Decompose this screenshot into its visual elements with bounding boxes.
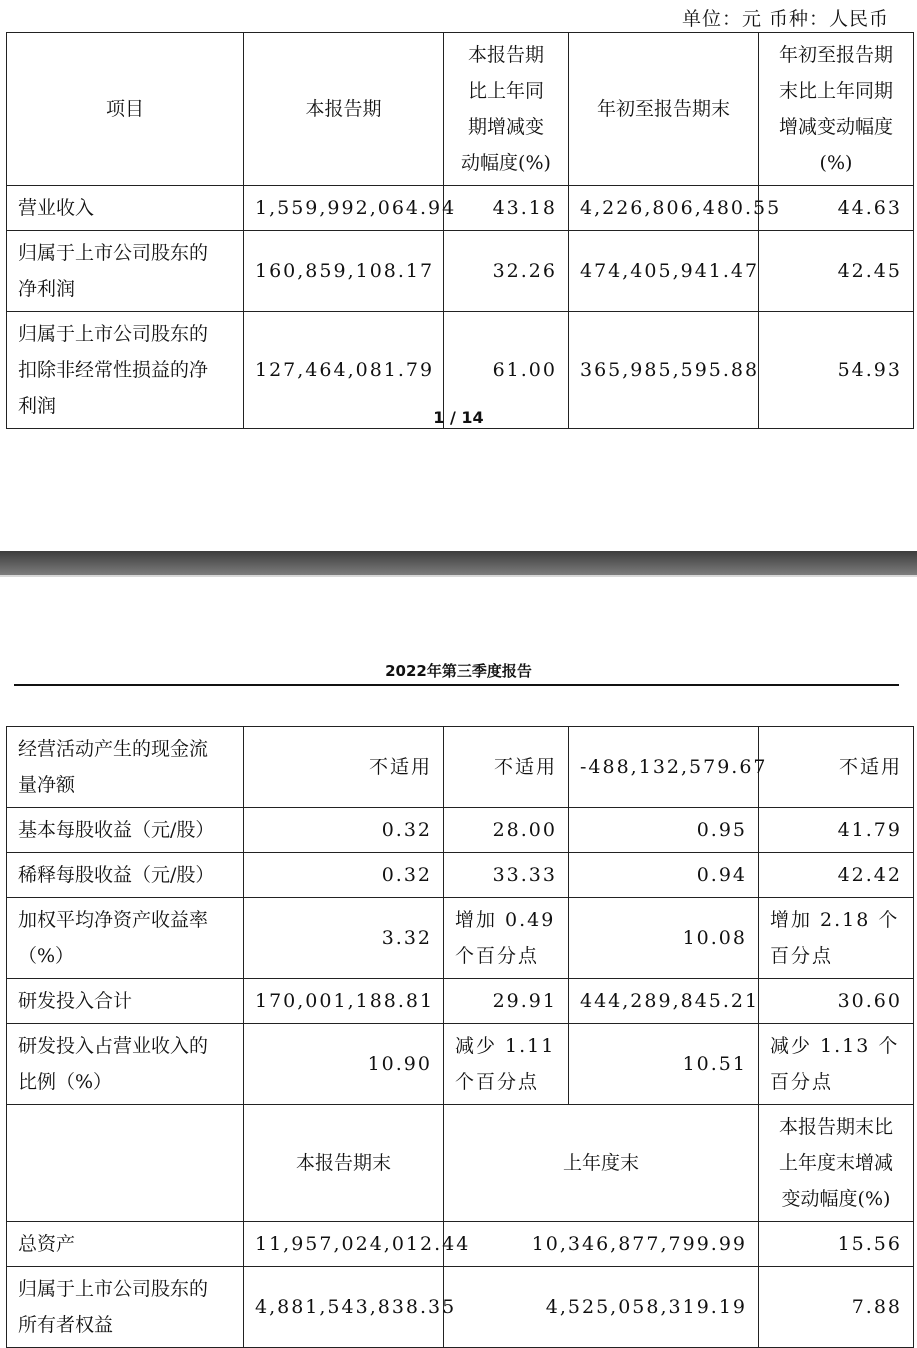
cell-text: （%）	[18, 945, 75, 967]
cell-text: 年初至报告期末	[596, 98, 730, 120]
cell-text: 营业收入	[18, 197, 95, 219]
cell-text: 61.00	[492, 359, 557, 381]
cell-text: 百分点	[770, 1071, 834, 1093]
page-separator-band	[0, 551, 917, 575]
financial-data-table-part1	[6, 32, 914, 429]
cell-text: 7.88	[851, 1296, 902, 1318]
cell-text: 不适用	[368, 756, 432, 778]
cell-text: 上年度末	[562, 1152, 639, 1174]
current-period-value	[244, 727, 444, 808]
cell-text: 期增减变	[467, 116, 544, 138]
cell-text: 变动幅度(%)	[781, 1188, 891, 1210]
row-label	[7, 808, 244, 853]
header-ytd	[569, 33, 759, 186]
cell-text: 本报告期末	[295, 1152, 391, 1174]
cell-text: 动幅度(%)	[461, 152, 551, 174]
ytd-change-value	[759, 808, 914, 853]
row-label	[7, 1222, 244, 1267]
current-change-value	[444, 727, 569, 808]
cell-text: 29.91	[492, 990, 557, 1012]
ytd-change-value	[759, 231, 914, 312]
balance-change-value	[759, 1222, 914, 1267]
cell-text: 归属于上市公司股东的	[18, 1278, 209, 1300]
cell-text: 41.79	[837, 819, 902, 841]
header-current-change	[444, 33, 569, 186]
row-label	[7, 1024, 244, 1105]
cell-text: 年初至报告期	[778, 44, 893, 66]
ytd-change-value	[759, 727, 914, 808]
header-ytd-change	[759, 33, 914, 186]
cell-text: 44.63	[837, 197, 902, 219]
cell-text: 量净额	[18, 774, 76, 796]
cell-text: 总资产	[18, 1233, 76, 1255]
row-label	[7, 898, 244, 979]
cell-text: (%)	[819, 152, 853, 174]
table-row	[7, 979, 914, 1024]
cell-text: 1,559,992,064.94	[255, 197, 457, 219]
cell-text: 127,464,081.79	[255, 359, 435, 381]
current-change-value	[444, 231, 569, 312]
current-period-value	[244, 853, 444, 898]
cell-text: 研发投入合计	[18, 990, 133, 1012]
cell-text: 170,001,188.81	[255, 990, 435, 1012]
current-change-value	[444, 979, 569, 1024]
current-period-value	[244, 1024, 444, 1105]
page-separator-shadow	[0, 575, 917, 577]
cell-text: 加权平均净资产收益率	[18, 909, 209, 931]
cell-text: 基本每股收益（元/股）	[18, 819, 215, 841]
cell-text: 研发投入占营业收入的	[18, 1035, 209, 1057]
unit-currency-note: 单位：元 币种：人民币	[681, 8, 889, 30]
last-year-end-value	[444, 1267, 759, 1348]
table-row	[7, 1267, 914, 1348]
cell-text: 3.32	[381, 927, 432, 949]
cell-text: 10.90	[367, 1053, 432, 1075]
ytd-value	[569, 186, 782, 231]
title-rule	[14, 684, 899, 686]
ytd-value	[569, 853, 759, 898]
table-header-row	[7, 33, 914, 186]
page-number: 1 / 14	[433, 408, 484, 427]
ytd-change-value	[759, 898, 914, 979]
cell-text: 0.32	[381, 819, 432, 841]
cell-text: 增加 2.18 个	[770, 909, 900, 931]
cell-text: 百分点	[770, 945, 834, 967]
header-period-end	[244, 1105, 444, 1222]
cell-text: 54.93	[837, 359, 902, 381]
cell-text: 43.18	[492, 197, 557, 219]
ytd-value	[569, 231, 759, 312]
header-current-period	[244, 33, 444, 186]
cell-text: 160,859,108.17	[255, 260, 435, 282]
period-end-value	[244, 1222, 471, 1267]
table-row	[7, 231, 914, 312]
current-change-value	[444, 186, 569, 231]
ytd-value	[569, 979, 759, 1024]
balance-change-value	[759, 1267, 914, 1348]
current-period-value	[244, 186, 457, 231]
ytd-value	[569, 898, 759, 979]
cell-text: 10.51	[682, 1053, 747, 1075]
ytd-change-value	[759, 979, 914, 1024]
cell-text: 33.33	[492, 864, 557, 886]
cell-text: 10.08	[682, 927, 747, 949]
cell-text: 0.95	[696, 819, 747, 841]
table-row	[7, 1024, 914, 1105]
cell-text: 经营活动产生的现金流	[18, 738, 209, 760]
table-row	[7, 727, 914, 808]
row-label	[7, 979, 244, 1024]
table-row	[7, 898, 914, 979]
cell-text: 末比上年同期	[778, 80, 893, 102]
current-change-value	[444, 808, 569, 853]
header-last-year-end	[444, 1105, 759, 1222]
report-title: 2022年第三季度报告	[385, 662, 532, 680]
cell-text: 归属于上市公司股东的	[18, 323, 209, 345]
cell-text: 本报告期末比	[778, 1116, 893, 1138]
ytd-value	[569, 727, 768, 808]
cell-text: 28.00	[492, 819, 557, 841]
cell-text: 4,525,058,319.19	[545, 1296, 747, 1318]
cell-text: 净利润	[18, 278, 76, 300]
cell-text: 个百分点	[455, 945, 540, 967]
cell-text: 比上年同	[467, 80, 544, 102]
current-period-value	[244, 808, 444, 853]
row-label	[7, 231, 244, 312]
ytd-change-value	[759, 186, 914, 231]
cell-text: 10,346,877,799.99	[531, 1233, 747, 1255]
cell-text: 本报告期	[305, 98, 382, 120]
current-change-value	[444, 898, 569, 979]
cell-text: 42.45	[837, 260, 902, 282]
cell-text: 稀释每股收益（元/股）	[18, 864, 215, 886]
cell-text: 上年度末增减	[778, 1152, 893, 1174]
cell-text: 365,985,595.88	[580, 359, 760, 381]
cell-text: 不适用	[838, 756, 902, 778]
current-period-value	[244, 898, 444, 979]
cell-text: 扣除非经常性损益的净	[18, 359, 209, 381]
header-balance-change	[759, 1105, 914, 1222]
row-label	[7, 186, 244, 231]
table-row	[7, 186, 914, 231]
cell-text: 30.60	[837, 990, 902, 1012]
cell-text: 个百分点	[455, 1071, 540, 1093]
cell-text: 利润	[18, 395, 57, 417]
ytd-value	[569, 808, 759, 853]
cell-text: 32.26	[492, 260, 557, 282]
cell-text: 474,405,941.47	[580, 260, 760, 282]
financial-data-table-part2	[6, 726, 914, 1348]
ytd-value	[569, 1024, 759, 1105]
current-period-value	[244, 231, 444, 312]
cell-text: 不适用	[493, 756, 557, 778]
balance-header-row	[7, 1105, 914, 1222]
row-label	[7, 1267, 244, 1348]
cell-text: 0.32	[381, 864, 432, 886]
cell-text: 比例（%）	[18, 1071, 113, 1093]
last-year-end-value	[444, 1222, 759, 1267]
table-row	[7, 808, 914, 853]
row-label	[7, 853, 244, 898]
cell-text: 15.56	[837, 1233, 902, 1255]
table-row	[7, 1222, 914, 1267]
cell-text: 本报告期	[467, 44, 544, 66]
header-item	[7, 33, 244, 186]
cell-text: 444,289,845.21	[580, 990, 760, 1012]
period-end-value	[244, 1267, 457, 1348]
row-label	[7, 727, 244, 808]
current-change-value	[444, 853, 569, 898]
cell-text: 项目	[105, 98, 144, 120]
cell-text: 4,226,806,480.55	[580, 197, 782, 219]
cell-text: 减少 1.13 个	[770, 1035, 900, 1057]
header-item-blank	[7, 1105, 244, 1222]
cell-text: 0.94	[696, 864, 747, 886]
cell-text: 11,957,024,012.44	[255, 1233, 471, 1255]
cell-text: 所有者权益	[18, 1314, 114, 1336]
cell-text: 增加 0.49	[455, 909, 556, 931]
cell-text: 归属于上市公司股东的	[18, 242, 209, 264]
cell-text: 增减变动幅度	[778, 116, 893, 138]
current-period-value	[244, 979, 444, 1024]
ytd-change-value	[759, 1024, 914, 1105]
ytd-change-value	[759, 853, 914, 898]
cell-text: -488,132,579.67	[580, 756, 768, 778]
cell-text: 4,881,543,838.35	[255, 1296, 457, 1318]
cell-text: 42.42	[837, 864, 902, 886]
table-row	[7, 853, 914, 898]
current-change-value	[444, 1024, 569, 1105]
cell-text: 减少 1.11	[455, 1035, 556, 1057]
